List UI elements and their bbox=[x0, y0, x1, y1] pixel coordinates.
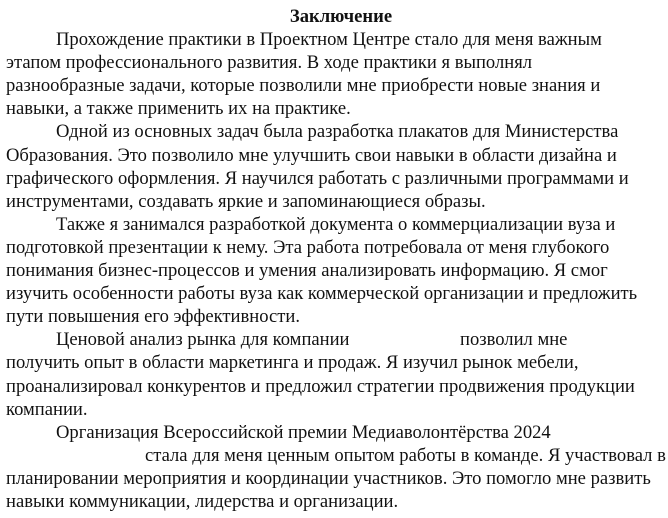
document-title: Заключение bbox=[289, 6, 393, 27]
paragraph-price-analysis bbox=[6, 328, 666, 420]
text-fragment: позволил мне bbox=[460, 329, 568, 351]
text-line: Организация Всероссийской премии Медиаволонтёрства 2024 bbox=[56, 421, 551, 443]
text-line: инструментами, создавать яркие и запоминающиеся образы. bbox=[6, 190, 486, 212]
text-line bbox=[6, 328, 666, 351]
text-line: пути повышения его эффективности. bbox=[6, 306, 300, 328]
document bbox=[6, 5, 666, 513]
paragraph-internship bbox=[6, 28, 666, 120]
text-line: Также я занимался разработкой документа о коммерциализации вуза и bbox=[56, 213, 616, 235]
text-line: навыки коммуникации, лидерства и организации. bbox=[6, 490, 399, 512]
text-line: навыки, а также применить их на практике. bbox=[6, 98, 351, 120]
text-line: графического оформления. Я научился работать с различными программами и bbox=[6, 167, 629, 189]
text-line: Одной из основных задач была разработка плакатов для Министерства bbox=[56, 121, 619, 143]
text-fragment: Ценовой анализ рынка для компании bbox=[56, 329, 350, 351]
text-line: разнообразные задачи, которые позволили мне приобрести новые знания и bbox=[6, 75, 601, 97]
text-line: изучить особенности работы вуза как коммерческой организации и предложить bbox=[6, 283, 638, 305]
text-line: стала для меня ценным опытом работы в команде. Я участвовал в bbox=[145, 444, 666, 466]
paragraph-posters bbox=[6, 120, 666, 212]
text-line: этапом профессионального развития. В ходе практики я выполнял bbox=[6, 52, 533, 74]
text-line: подготовкой презентации к нему. Эта работа потребовала от меня глубокого bbox=[6, 236, 610, 258]
text-line: Прохождение практики в Проектном Центре стало для меня важным bbox=[56, 29, 602, 51]
text-line: планировании мероприятия и координации участников. Это помогло мне развить bbox=[6, 467, 651, 489]
text-line: понимания бизнес-процессов и умения анализировать информацию. Я смог bbox=[6, 260, 608, 282]
paragraph-media-volunteering bbox=[6, 421, 666, 513]
text-line: Образования. Это позволило мне улучшить свои навыки в области дизайна и bbox=[6, 144, 617, 166]
text-line: проанализировал конкурентов и предложил стратегии продвижения продукции bbox=[6, 375, 635, 397]
text-line: получить опыт в области маркетинга и продаж. Я изучил рынок мебели, bbox=[6, 352, 579, 374]
text-line: компании. bbox=[6, 398, 88, 420]
paragraph-commercialization bbox=[6, 213, 666, 328]
